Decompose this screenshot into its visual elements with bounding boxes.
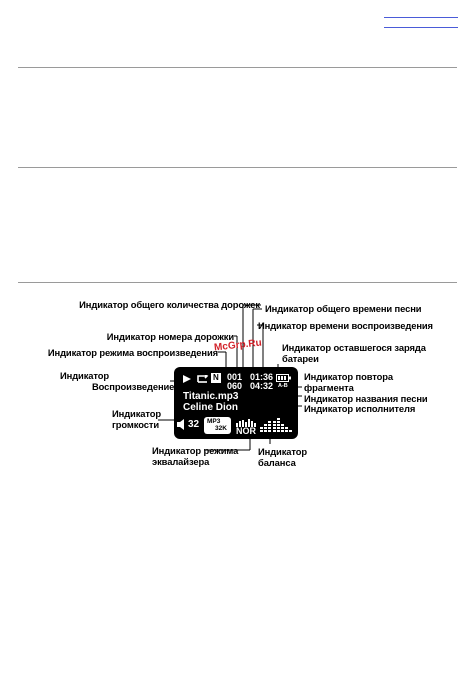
balance-bars-icon <box>260 413 294 435</box>
label-eq-line1: Индикатор режима <box>152 445 239 456</box>
label-playback-line2: Воспроизведение <box>92 381 175 392</box>
ab-repeat: A-B <box>278 383 288 389</box>
label-repeat-line2: фрагмента <box>304 382 354 393</box>
label-artist: Индикатор исполнителя <box>304 403 416 414</box>
label-volume-line1: Индикатор <box>112 408 162 419</box>
label-balance-line1: Индикатор <box>258 446 308 457</box>
format: MP3 <box>207 418 221 425</box>
mode-letter: N <box>213 373 219 382</box>
elapsed-time: 01:36 <box>250 372 274 382</box>
play-icon <box>183 375 191 383</box>
label-playback <box>60 370 175 392</box>
song-title: Titanic.mp3 <box>183 391 239 402</box>
player-display <box>174 367 298 439</box>
label-repeat-line1: Индикатор повтора <box>304 371 394 382</box>
label-track-number: Индикатор номера дорожки <box>106 331 234 342</box>
label-eq-line2: эквалайзера <box>152 456 210 467</box>
volume-level: 32 <box>188 419 200 430</box>
eq-mode: NOR <box>236 426 256 436</box>
label-total-time: Индикатор общего времени песни <box>265 303 422 314</box>
label-battery-line1: Индикатор оставшегося заряда <box>282 342 426 353</box>
battery-icon <box>276 374 291 382</box>
speaker-icon <box>177 419 187 430</box>
label-elapsed-time: Индикатор времени воспроизведения <box>258 320 433 331</box>
watermark: McGrp.Ru <box>213 337 263 354</box>
label-play-mode: Индикатор режима воспроизведения <box>47 347 218 358</box>
label-balance <box>258 446 307 468</box>
label-song-title: Индикатор названия песни <box>304 393 428 404</box>
track-number: 001 <box>227 372 243 382</box>
label-battery <box>282 342 426 364</box>
label-total-tracks: Индикатор общего количества дорожек <box>79 299 260 310</box>
label-volume-line2: громкости <box>112 419 160 430</box>
format-box <box>204 417 231 434</box>
artist-name: Celine Dion <box>183 402 239 413</box>
label-repeat <box>304 371 393 393</box>
label-eq <box>152 445 238 467</box>
repeat-icon <box>197 375 209 384</box>
total-time: 04:32 <box>250 381 274 391</box>
label-balance-line2: баланса <box>258 457 296 468</box>
label-volume <box>112 408 161 430</box>
bitrate: 32K <box>215 425 227 432</box>
track-total: 060 <box>227 381 243 391</box>
label-battery-line2: батареи <box>282 353 319 364</box>
label-playback-line1: Индикатор <box>60 370 110 381</box>
